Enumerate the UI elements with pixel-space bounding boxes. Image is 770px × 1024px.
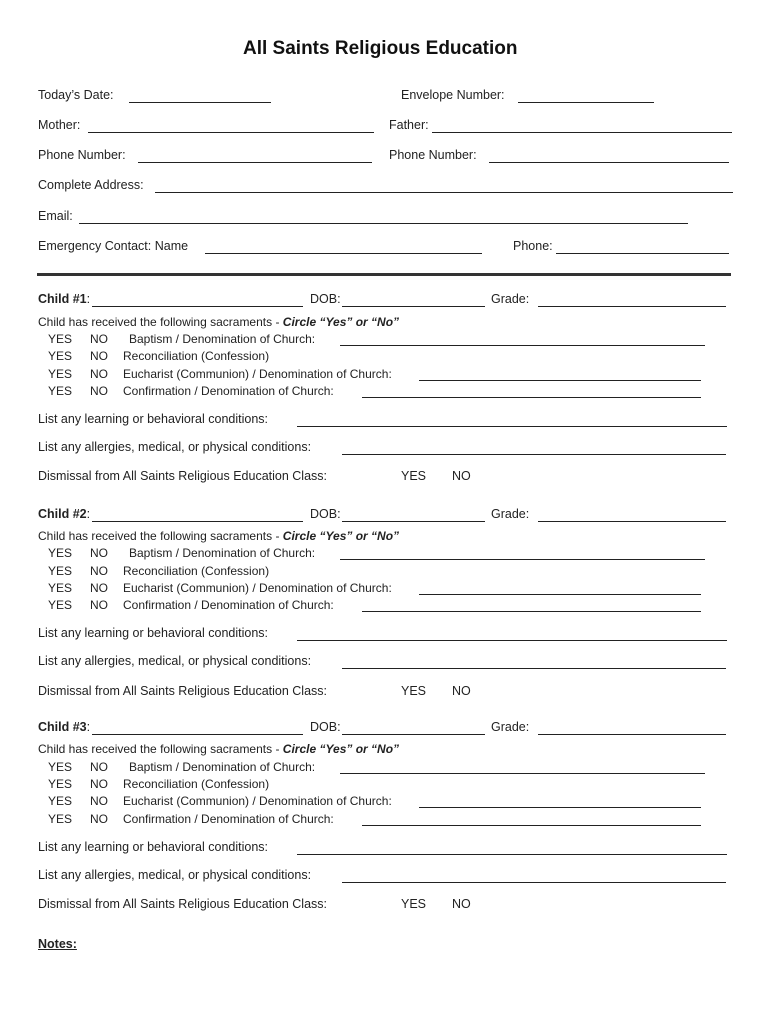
child-3-dob-field[interactable] [342,734,485,735]
email-field[interactable] [79,223,688,224]
child-1-label-group [38,292,90,306]
child-1-dismissal-label: Dismissal from All Saints Religious Education Class: [38,469,327,483]
child-3-grade-field[interactable] [538,734,726,735]
eucharist-church-field[interactable] [419,380,701,381]
sacrament-label: Eucharist (Communion) / Denomination of Church: [123,794,392,808]
child-2-learning-field[interactable] [297,640,727,641]
no-option[interactable]: NO [90,581,108,595]
dismissal-yes-option[interactable]: YES [401,684,427,698]
baptism-church-field[interactable] [340,345,705,346]
child-2-learning-label: List any learning or behavioral conditions: [38,626,268,640]
envelope-number-label: Envelope Number: [401,88,505,102]
child-3-grade-label: Grade: [491,720,530,734]
no-option[interactable]: NO [90,812,108,826]
confirmation-church-field[interactable] [362,397,701,398]
sacraments-instruction: Circle “Yes” or “No” [282,529,400,543]
child-label: Child #1 [38,292,87,306]
sacrament-label: Eucharist (Communion) / Denomination of Church: [123,367,392,381]
child-3-dob-label: DOB: [310,720,341,734]
dismissal-no-option[interactable]: NO [452,897,471,911]
emergency-contact-label: Emergency Contact: Name [38,239,189,253]
child-1-allergies-field[interactable] [342,454,726,455]
sacrament-label: Eucharist (Communion) / Denomination of Church: [123,581,392,595]
no-option[interactable]: NO [90,349,108,363]
address-field[interactable] [155,192,733,193]
dismissal-yes-option[interactable]: YES [401,897,427,911]
sacraments-intro-text: Child has received the following sacraments - [38,315,283,329]
father-phone-field[interactable] [489,162,729,163]
sacraments-intro-text: Child has received the following sacraments - [38,529,283,543]
no-option[interactable]: NO [90,546,108,560]
no-option[interactable]: NO [90,777,108,791]
child-1-dob-field[interactable] [342,306,485,307]
child-1-grade-label: Grade: [491,292,530,306]
child-3-allergies-label: List any allergies, medical, or physical conditions: [38,868,312,882]
envelope-number-field[interactable] [518,102,654,103]
child-label-colon: : [86,720,91,734]
eucharist-church-field[interactable] [419,807,701,808]
emergency-contact-field[interactable] [205,253,482,254]
child-label: Child #3 [38,720,87,734]
sacrament-label: Reconciliation (Confession) [123,349,270,363]
child-label-colon: : [86,507,91,521]
yes-option[interactable]: YES [48,332,73,346]
child-3-dismissal-label: Dismissal from All Saints Religious Education Class: [38,897,327,911]
sacraments-instruction: Circle “Yes” or “No” [282,315,400,329]
emergency-phone-label: Phone: [513,239,553,253]
todays-date-field[interactable] [129,102,271,103]
child-1-name-field[interactable] [92,306,303,307]
child-2-allergies-field[interactable] [342,668,726,669]
yes-option[interactable]: YES [48,598,73,612]
no-option[interactable]: NO [90,564,108,578]
eucharist-church-field[interactable] [419,594,701,595]
child-1-dob-label: DOB: [310,292,341,306]
child-3-learning-field[interactable] [297,854,727,855]
dismissal-no-option[interactable]: NO [452,684,471,698]
child-2-dob-field[interactable] [342,521,485,522]
mother-phone-field[interactable] [138,162,372,163]
sacrament-label: Reconciliation (Confession) [123,777,270,791]
mother-phone-label: Phone Number: [38,148,126,162]
dismissal-yes-option[interactable]: YES [401,469,427,483]
mother-label: Mother: [38,118,81,132]
yes-option[interactable]: YES [48,367,73,381]
notes-heading: Notes: [38,937,77,951]
child-3-sacraments-intro [38,742,399,756]
child-1-grade-field[interactable] [538,306,726,307]
address-label: Complete Address: [38,178,144,192]
yes-option[interactable]: YES [48,812,73,826]
yes-option[interactable]: YES [48,581,73,595]
confirmation-church-field[interactable] [362,825,701,826]
dismissal-no-option[interactable]: NO [452,469,471,483]
baptism-church-field[interactable] [340,559,705,560]
child-3-label-group [38,720,90,734]
child-1-learning-field[interactable] [297,426,727,427]
no-option[interactable]: NO [90,384,108,398]
child-1-learning-label: List any learning or behavioral conditions: [38,412,268,426]
no-option[interactable]: NO [90,794,108,808]
sacrament-label: Confirmation / Denomination of Church: [123,812,334,826]
child-2-grade-label: Grade: [491,507,530,521]
yes-option[interactable]: YES [48,777,73,791]
father-field[interactable] [432,132,732,133]
yes-option[interactable]: YES [48,349,73,363]
todays-date-label: Today’s Date: [38,88,114,102]
child-2-name-field[interactable] [92,521,303,522]
yes-option[interactable]: YES [48,546,73,560]
father-label: Father: [389,118,429,132]
sacrament-label: Confirmation / Denomination of Church: [123,384,334,398]
sacrament-label: Baptism / Denomination of Church: [129,546,316,560]
yes-option[interactable]: YES [48,564,73,578]
child-2-allergies-label: List any allergies, medical, or physical conditions: [38,654,312,668]
page-title: All Saints Religious Education [243,38,518,59]
child-2-grade-field[interactable] [538,521,726,522]
sacrament-label: Baptism / Denomination of Church: [129,332,316,346]
email-label: Email: [38,209,73,223]
sacraments-intro-text: Child has received the following sacraments - [38,742,283,756]
section-divider [37,273,731,276]
father-phone-label: Phone Number: [389,148,477,162]
child-3-name-field[interactable] [92,734,303,735]
yes-option[interactable]: YES [48,794,73,808]
child-3-allergies-field[interactable] [342,882,726,883]
no-option[interactable]: NO [90,367,108,381]
emergency-phone-field[interactable] [556,253,729,254]
sacrament-label: Baptism / Denomination of Church: [129,760,316,774]
child-1-allergies-label: List any allergies, medical, or physical conditions: [38,440,312,454]
no-option[interactable]: NO [90,598,108,612]
child-label-colon: : [86,292,91,306]
child-2-dob-label: DOB: [310,507,341,521]
no-option[interactable]: NO [90,760,108,774]
child-2-dismissal-label: Dismissal from All Saints Religious Education Class: [38,684,327,698]
sacraments-instruction: Circle “Yes” or “No” [282,742,400,756]
child-1-sacraments-intro [38,315,399,329]
child-2-sacraments-intro [38,529,399,543]
baptism-church-field[interactable] [340,773,705,774]
child-label: Child #2 [38,507,87,521]
child-3-learning-label: List any learning or behavioral conditions: [38,840,268,854]
mother-field[interactable] [88,132,374,133]
child-2-label-group [38,507,90,521]
confirmation-church-field[interactable] [362,611,701,612]
yes-option[interactable]: YES [48,384,73,398]
sacrament-label: Reconciliation (Confession) [123,564,270,578]
no-option[interactable]: NO [90,332,108,346]
yes-option[interactable]: YES [48,760,73,774]
sacrament-label: Confirmation / Denomination of Church: [123,598,334,612]
